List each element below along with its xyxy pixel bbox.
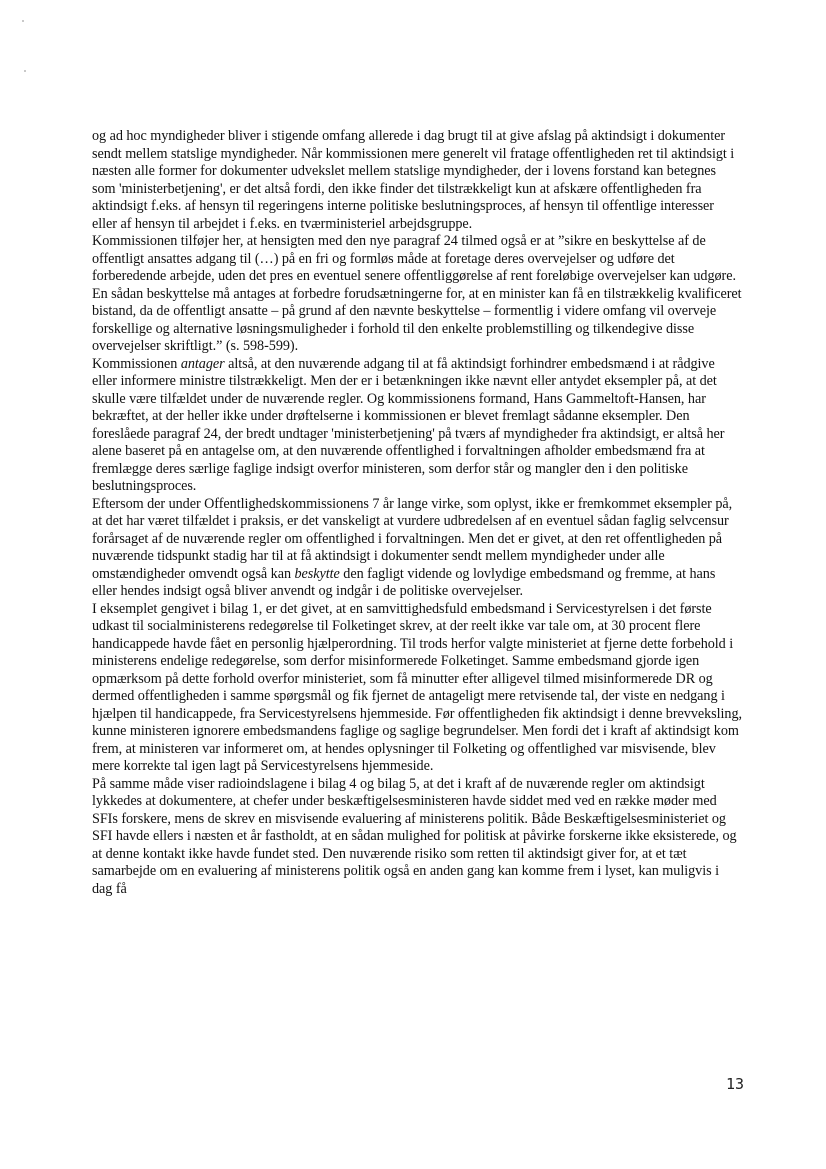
scan-speck <box>24 70 26 72</box>
paragraph <box>92 128 742 233</box>
paragraph-text: I eksemplet gengivet i bilag 1, er det givet, at en samvittighedsfuld embedsmand i Servicestyrelsen i det første udkast til socialministerens redegørelse til Folketinget skrev, at der reelt ikke var tale om, at 30 procent flere handicappede havde fået en personlig hjælperordning. Til trods herfor valgte ministeriet at fjerne dette forbehold i ministerens endelige redegørelse, som derfor misinformerede Folketinget. Samme embedsmand gjorde igen opmærksom på dette forhold overfor ministeriet, som få minutter efter alligevel tilmed misinformerede DR og dermed offentligheden i samme spørgsmål og fik fjernet de antageligt mere retvisende tal, der viste en nedgang i hjælpen til handicappede, fra Servicestyrelsens hjemmeside. Før offentligheden fik aktindsigt i denne brevveksling, kunne ministeren ignorere embedsmandens faglige og saglige begrundelser. Men fordi det i kraft af aktindsigt kom frem, at ministeren var informeret om, at hendes oplysninger til Folketing og offentlighed var misvisende, blev mere korrekte tal igen lagt på Servicestyrelsens hjemmeside. <box>92 600 742 774</box>
paragraph <box>92 601 742 776</box>
emphasis-text: beskytte <box>294 565 340 582</box>
emphasis-text: antager <box>180 355 225 372</box>
paragraph <box>92 233 742 356</box>
paragraph <box>92 496 742 601</box>
paragraph-text: Kommissionen <box>92 355 181 372</box>
paragraph-text: og ad hoc myndigheder bliver i stigende omfang allerede i dag brugt til at give afslag på aktindsigt i dokumenter sendt mellem statslige myndigheder. Når kommissionen mere generelt vil fratage offentligheden ret til aktindsigt i næsten alle former for dokumenter udvekslet mellem statslige myndigheder, der i lovens forstand kan betegnes som 'ministerbetjening', er det altså fordi, den ikke finder det tilstrækkeligt kun at afskære offentligheden fra aktindsigt f.eks. af hensyn til regeringens interne politiske beslutningsproces, af hensyn til offentlige interesser eller af hensyn til arbejdet i f.eks. en tværministeriel arbejdsgruppe. <box>92 128 735 232</box>
paragraph-text: På samme måde viser radioindslagene i bilag 4 og bilag 5, at det i kraft af de nuværende regler om aktindsigt lykkedes at dokumentere, at chefer under beskæftigelsesministeren havde siddet med ved en række møder med SFIs forskere, mens de skrev en misvisende evaluering af ministerens politik. Både Beskæftigelsesministeriet og SFI havde ellers i næsten et år fastholdt, at en sådan mulighed for politisk at påvirke forskerne ikke eksisterede, og at denne kontakt ikke havde fundet sted. Den nuværende risiko som retten til aktindsigt giver for, at et tæt samarbejde om en evaluering af ministerens politik også en anden gang kan komme frem i lyset, kan muligvis i dag få <box>92 775 737 897</box>
paragraph <box>92 776 742 899</box>
paragraph-text: den fagligt vidende og lovlydige embedsmand og fremme, at hans eller hendes indsigt også bliver anvendt og indgår i de politiske overvejelser. <box>92 565 716 599</box>
document-body <box>92 128 742 898</box>
paragraph-text: altså, at den nuværende adgang til at få aktindsigt forhindrer embedsmænd i at rådgive eller informere ministre tilstrækkeligt. Men der er i betænkningen ikke nævnt eller antydet eksempler på, at det skulle være tilfældet under de nuværende regler. Og kommissionens formand, Hans Gammeltoft-Hansen, har bekræftet, at der heller ikke under drøftelserne i kommissionen er blevet fremlagt sådanne eksempler. Den foreslåede paragraf 24, der bredt undtager 'ministerbetjening' på tværs af myndigheder fra aktindsigt, er altså her alene baseret på en antagelse om, at den nuværende offentlighed i forvaltningen afholder embedsmænd fra at fremlægge deres særlige faglige indsigt overfor ministeren, som derfor står og mangler den i den politiske beslutningsproces. <box>92 355 725 494</box>
paragraph <box>92 356 742 496</box>
paragraph-text: Eftersom der under Offentlighedskommissionens 7 år lange virke, som oplyst, ikke er fremkommet eksempler på, at det har været tilfældet i praksis, er det vanskeligt at vurdere udbredelsen af en eventuel sådan faglig selvcensur forårsaget af de nuværende regler om offentlighed i forvaltningen. Men det er givet, at den ret offentligheden på nuværende tidspunkt stadig har til at få aktindsigt i dokumenter sendt mellem myndigheder under alle omstændigheder omvendt også kan <box>92 495 733 582</box>
paragraph-text: Kommissionen tilføjer her, at hensigten med den nye paragraf 24 tilmed også er at ”sikre en beskyttelse af de offentligt ansattes adgang til (…) på en fri og formløs måde at foretage deres overvejelser og udføre det forberedende arbejde, uden det pres en eventuel senere offentliggørelse af rent foreløbige overvejelser kan udgøre. En sådan beskyttelse må antages at forbedre forudsætningerne for, at en minister kan få en tilstrækkelig kvalificeret bistand, da de offentligt ansatte – på grund af den nævnte beskyttelse – formentlig i videre omfang vil overveje forskellige og alternative løsningsmuligheder i forhold til den enkelte problemstilling og tilkendegive disse overvejelser skriftligt.” (s. 598-599). <box>92 233 742 354</box>
scan-speck <box>22 20 24 22</box>
page-number: 13 <box>726 1075 745 1093</box>
